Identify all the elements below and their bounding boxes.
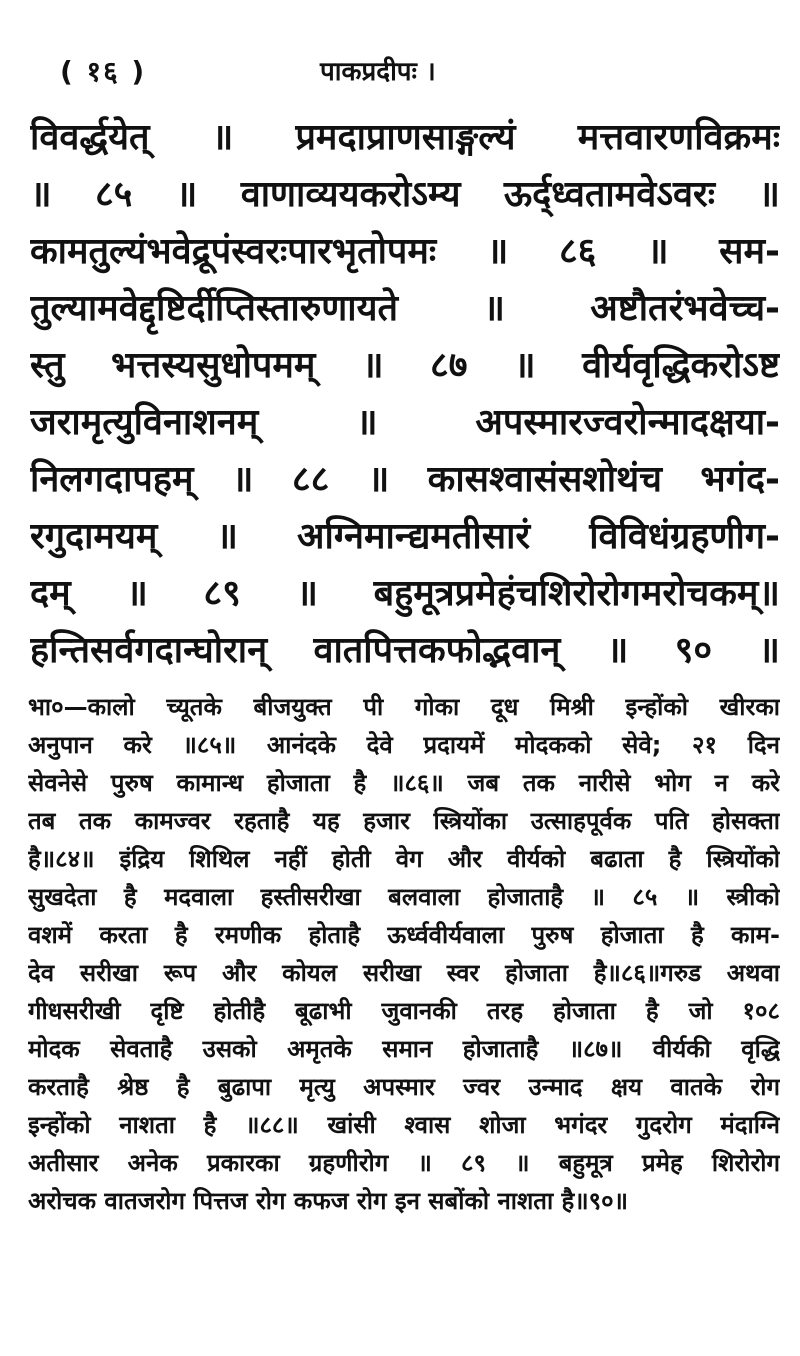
commentary-line: करताहै श्रेष्ठ है बुढापा मृत्यु अपस्मार ज्वर उन्माद क्षय वातके रोग — [28, 1073, 780, 1101]
verse-line: विवर्द्धयेत् ॥ प्रमदाप्राणसाङ्गल्यं मत्तवारणविक्रमः — [30, 117, 780, 158]
commentary-line: अरोचक वातजरोग पित्तज रोग कफज रोग इन सबोंको नाशता है॥९०॥ — [28, 1187, 629, 1215]
verse-line: निलगदापहम् ॥ ८८ ॥ कासश्वासंसशोथंच भगंद- — [30, 459, 780, 500]
sanskrit-verse-block — [30, 112, 780, 692]
verse-line: जरामृत्युविनाशनम् ॥ अपस्मारज्वरोन्मादक्षया- — [30, 402, 780, 443]
verse-line: कामतुल्यंभवेद्रूपंस्वरःपारभृतोपमः ॥ ८६ ॥ सम- — [30, 231, 780, 272]
commentary-line: भा०—कालो च्यूतके बीजयुक्त पी गोका दूध मिश्री इन्होंको खीरका — [28, 693, 780, 721]
page-number: ( १६ ) — [60, 55, 147, 88]
commentary-line: गीधसरीखी दृष्टि होतीहै बूढाभी जुवानकी तरह होजाता है जो १०८ — [28, 997, 780, 1025]
verse-line: तुल्यामवेद्दृष्टिर्दीप्तिस्तारुणायते ॥ अष्टौतरंभवेच्च- — [30, 288, 780, 329]
verse-line: रगुदामयम् ॥ अग्निमान्द्यमतीसारं विविधंग्रहणीग- — [30, 516, 780, 557]
commentary-line: सुखदेता है मदवाला हस्तीसरीखा बलवाला होजाताहै ॥ ८५ ॥ स्त्रीको — [28, 883, 780, 911]
commentary-line: सेवनेसे पुरुष कामान्ध होजाता है ॥८६॥ जब तक नारीसे भोग न करे — [28, 769, 780, 797]
running-title: पाकप्रदीपः । — [320, 57, 436, 87]
verse-line: हन्तिसर्वगदान्घोरान् वातपित्तकफोद्भवान् ॥ ९० ॥ — [30, 630, 780, 671]
verse-line: स्तु भत्तस्यसुधोपमम् ॥ ८७ ॥ वीर्यवृद्धिकरोऽष्ट — [30, 345, 780, 386]
commentary-line: मोदक सेवताहै उसको अमृतके समान होजाताहै ॥८७॥ वीर्यकी वृद्धि — [28, 1035, 780, 1063]
commentary-line: इन्होंको नाशता है ॥८८॥ खांसी श्वास शोजा भगंदर गुदरोग मंदाग्नि — [28, 1111, 780, 1139]
commentary-line: तब तक कामज्वर रहताहै यह हजार स्त्रियोंका उत्साहपूर्वक पति होसक्ता — [28, 807, 780, 835]
hindi-commentary-block — [28, 690, 780, 1330]
verse-line: ॥ ८५ ॥ वाणाव्ययकरोऽम्य ऊर्द्ध्वतामवेऽवरः ॥ — [30, 174, 780, 215]
running-head — [60, 52, 760, 92]
verse-line: दम् ॥ ८९ ॥ बहुमूत्रप्रमेहंचशिरोरोगमरोचकम्॥ — [30, 573, 780, 614]
commentary-line: वशमें करता है रमणीक होताहै ऊर्ध्ववीर्यवाला पुरुष होजाता है काम- — [28, 921, 780, 949]
commentary-line: देव सरीखा रूप और कोयल सरीखा स्वर होजाता है॥८६॥गरुड अथवा — [28, 959, 780, 987]
commentary-line: है॥८४॥ इंद्रिय शिथिल नहीं होती वेग और वीर्यको बढाता है स्त्रियोंको — [28, 845, 780, 873]
commentary-line: अनुपान करे ॥८५॥ आनंदके देवे प्रदायमें मोदकको सेवे; २१ दिन — [28, 731, 780, 759]
commentary-line: अतीसार अनेक प्रकारका ग्रहणीरोग ॥ ८९ ॥ बहुमूत्र प्रमेह शिरोरोग — [28, 1149, 780, 1177]
